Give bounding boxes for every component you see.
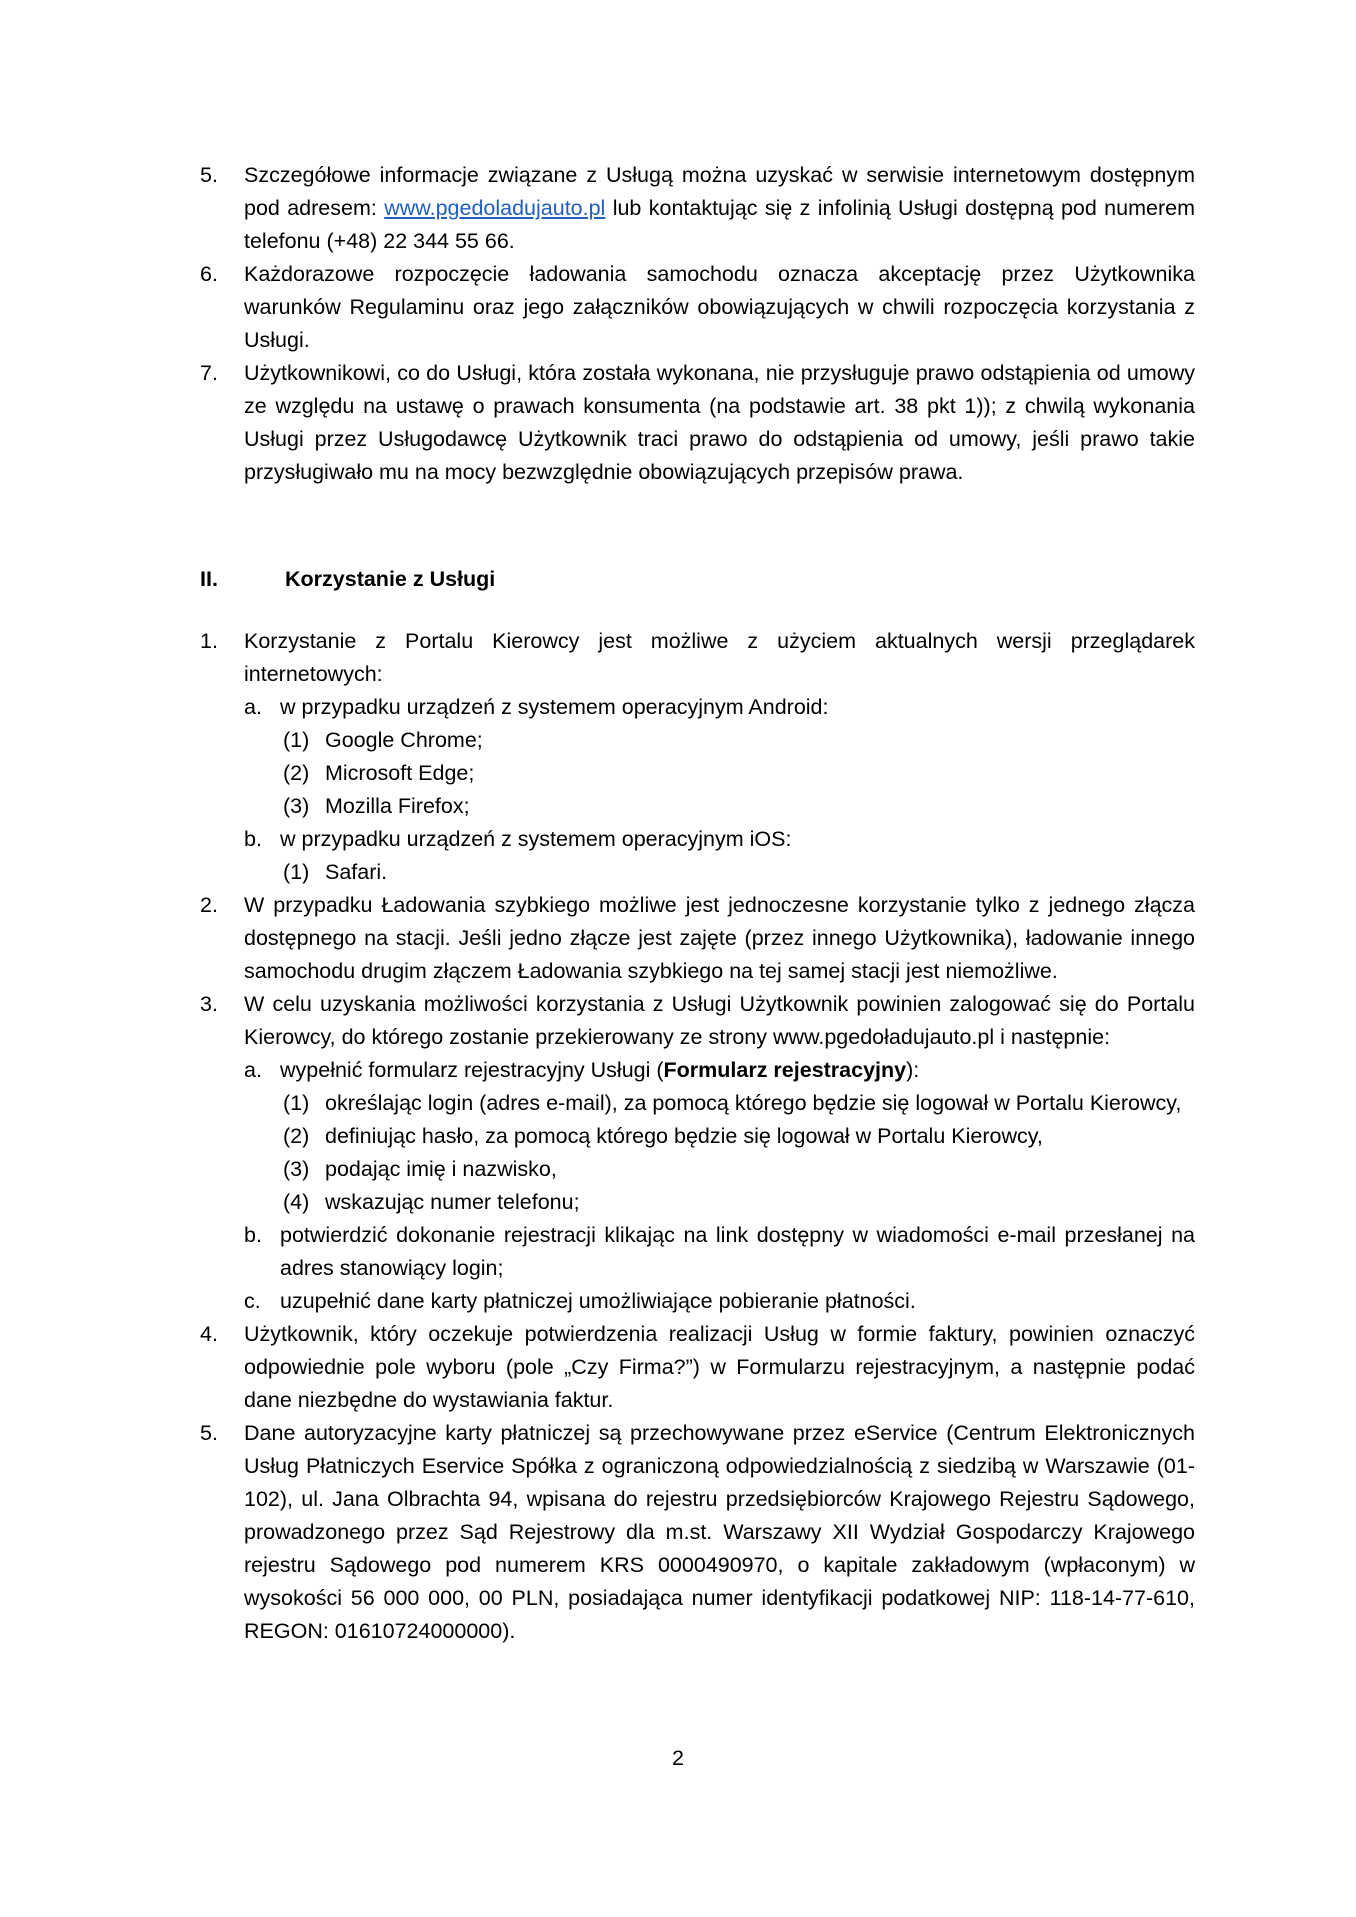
item-number: 6.	[200, 262, 218, 286]
sub-sub-item-number: (1)	[283, 860, 310, 884]
item-text: W celu uzyskania możliwości korzystania z Usługi Użytkownik powinien zalogować się do Portalu Kierowcy, do którego zostanie przekierowany ze strony www.pgedoładujauto.pl i następnie:	[244, 992, 1195, 1049]
sub-sub-item-text: określając login (adres e-mail), za pomocą którego będzie się logował w Portalu Kierowcy,	[325, 1091, 1182, 1115]
item-number: 5.	[200, 1421, 218, 1445]
sub-sub-item-number: (1)	[283, 1091, 310, 1115]
section-title: Korzystanie z Usługi	[285, 567, 496, 591]
item-text: Użytkownik, który oczekuje potwierdzenia realizacji Usług w formie faktury, powinien oznaczyć odpowiednie pole wyboru (pole „Czy Firma?”) w Formularzu rejestracyjnym, a następnie podać dane niezbędne do wystawiania faktur.	[244, 1322, 1195, 1412]
sub-item-letter: b.	[244, 827, 262, 851]
item-number: 3.	[200, 992, 218, 1016]
sub-sub-item-number: (1)	[283, 728, 310, 752]
section-roman-numeral: II.	[200, 567, 218, 591]
sub-sub-item-number: (3)	[283, 1157, 310, 1181]
list-item	[200, 625, 1195, 691]
sub-sub-item-number: (3)	[283, 794, 310, 818]
sub-sub-item-number: (4)	[283, 1190, 310, 1214]
item-number: 2.	[200, 893, 218, 917]
list-item	[200, 1318, 1195, 1417]
sub-item-text: ):	[906, 1058, 920, 1082]
sub-sub-item-text: definiując hasło, za pomocą którego będzie się logował w Portalu Kierowcy,	[325, 1124, 1043, 1148]
sub-sub-item-number: (2)	[283, 1124, 310, 1148]
sub-sub-item	[200, 724, 1195, 757]
list-item	[200, 357, 1195, 489]
list-item	[200, 1417, 1195, 1648]
item-text: Szczegółowe informacje związane z Usługą można uzyskać w serwisie internetowym dostępnym pod adresem:	[244, 163, 1195, 220]
sub-item-text: potwierdzić dokonanie rejestracji klikając na link dostępny w wiadomości e-mail przesłanej na adres stanowiący login;	[280, 1223, 1195, 1280]
sub-item-text: uzupełnić dane karty płatniczej umożliwiające pobieranie płatności.	[280, 1289, 916, 1313]
sub-item	[200, 1219, 1195, 1285]
sub-item-letter: b.	[244, 1223, 262, 1247]
sub-sub-item-text: Safari.	[325, 860, 388, 884]
sub-sub-item-text: wskazując numer telefonu;	[325, 1190, 580, 1214]
section1-list	[200, 159, 1195, 489]
item-number: 5.	[200, 163, 218, 187]
item-text: Korzystanie z Portalu Kierowcy jest możliwe z użyciem aktualnych wersji przeglądarek internetowych:	[244, 629, 1195, 686]
list-item	[200, 159, 1195, 258]
sub-sub-item-text: Google Chrome;	[325, 728, 483, 752]
item-number: 4.	[200, 1322, 218, 1346]
sub-item	[200, 823, 1195, 856]
defined-term: Formularz rejestracyjny	[663, 1058, 907, 1082]
item-text: lub kontaktując się z infolinią Usługi dostępną pod numerem telefonu (+48) 22 344 55 66.	[244, 196, 1195, 253]
sub-sub-item	[200, 1153, 1195, 1186]
sub-sub-item-text: Microsoft Edge;	[325, 761, 475, 785]
sub-item	[200, 691, 1195, 724]
sub-sub-item-text: podając imię i nazwisko,	[325, 1157, 557, 1181]
sub-sub-item	[200, 1087, 1195, 1120]
list-item	[200, 988, 1195, 1054]
section2-list	[200, 625, 1195, 1648]
item-text: Dane autoryzacyjne karty płatniczej są przechowywane przez eService (Centrum Elektronicznych Usług Płatniczych Eservice Spółka z ograniczoną odpowiedzialnością z siedzibą w Warszawie (01-102), ul. Jana Olbrachta 94, wpisana do rejestru przedsiębiorców Krajowego Rejestru Sądowego, prowadzonego przez Sąd Rejestrowy dla m.st. Warszawy XII Wydział Gospodarczy Krajowego rejestru Sądowego pod numerem KRS 0000490970, o kapitale zakładowym (wpłaconym) w wysokości 56 000 000, 00 PLN, posiadająca numer identyfikacji podatkowej NIP: 118-14-77-610, REGON: 01610724000000).	[244, 1421, 1195, 1643]
sub-item-letter: a.	[244, 695, 262, 719]
sub-sub-item	[200, 790, 1195, 823]
sub-item	[200, 1054, 1195, 1087]
page-number: 2	[672, 1746, 684, 1770]
sub-sub-item	[200, 1186, 1195, 1219]
list-item	[200, 889, 1195, 988]
sub-item-text: w przypadku urządzeń z systemem operacyjnym Android:	[280, 695, 829, 719]
sub-sub-item-text: Mozilla Firefox;	[325, 794, 470, 818]
list-item	[200, 258, 1195, 357]
sub-sub-item-number: (2)	[283, 761, 310, 785]
item-number: 7.	[200, 361, 218, 385]
sub-item-text: w przypadku urządzeń z systemem operacyjnym iOS:	[280, 827, 792, 851]
sub-sub-item	[200, 757, 1195, 790]
sub-item-letter: a.	[244, 1058, 262, 1082]
sub-item-letter: c.	[244, 1289, 261, 1313]
item-text: Użytkownikowi, co do Usługi, która została wykonana, nie przysługuje prawo odstąpienia od umowy ze względu na ustawę o prawach konsumenta (na podstawie art. 38 pkt 1)); z chwilą wykonania Usługi przez Usługodawcę Użytkownik traci prawo do odstąpienia od umowy, jeśli prawo takie przysługiwało mu na mocy bezwzględnie obowiązujących przepisów prawa.	[244, 361, 1195, 484]
item-text: W przypadku Ładowania szybkiego możliwe jest jednoczesne korzystanie tylko z jednego złącza dostępnego na stacji. Jeśli jedno złącze jest zajęte (przez innego Użytkownika), ładowanie innego samochodu drugim złączem Ładowania szybkiego na tej samej stacji jest niemożliwe.	[244, 893, 1195, 983]
sub-item	[200, 1285, 1195, 1318]
sub-item-text: wypełnić formularz rejestracyjny Usługi (	[280, 1058, 664, 1082]
sub-sub-item	[200, 1120, 1195, 1153]
item-text: Każdorazowe rozpoczęcie ładowania samochodu oznacza akceptację przez Użytkownika warunków Regulaminu oraz jego załączników obowiązujących w chwili rozpoczęcia korzystania z Usługi.	[244, 262, 1195, 352]
sub-sub-item	[200, 856, 1195, 889]
item-number: 1.	[200, 629, 218, 653]
website-link[interactable]: www.pgedoladujauto.pl	[384, 196, 606, 220]
